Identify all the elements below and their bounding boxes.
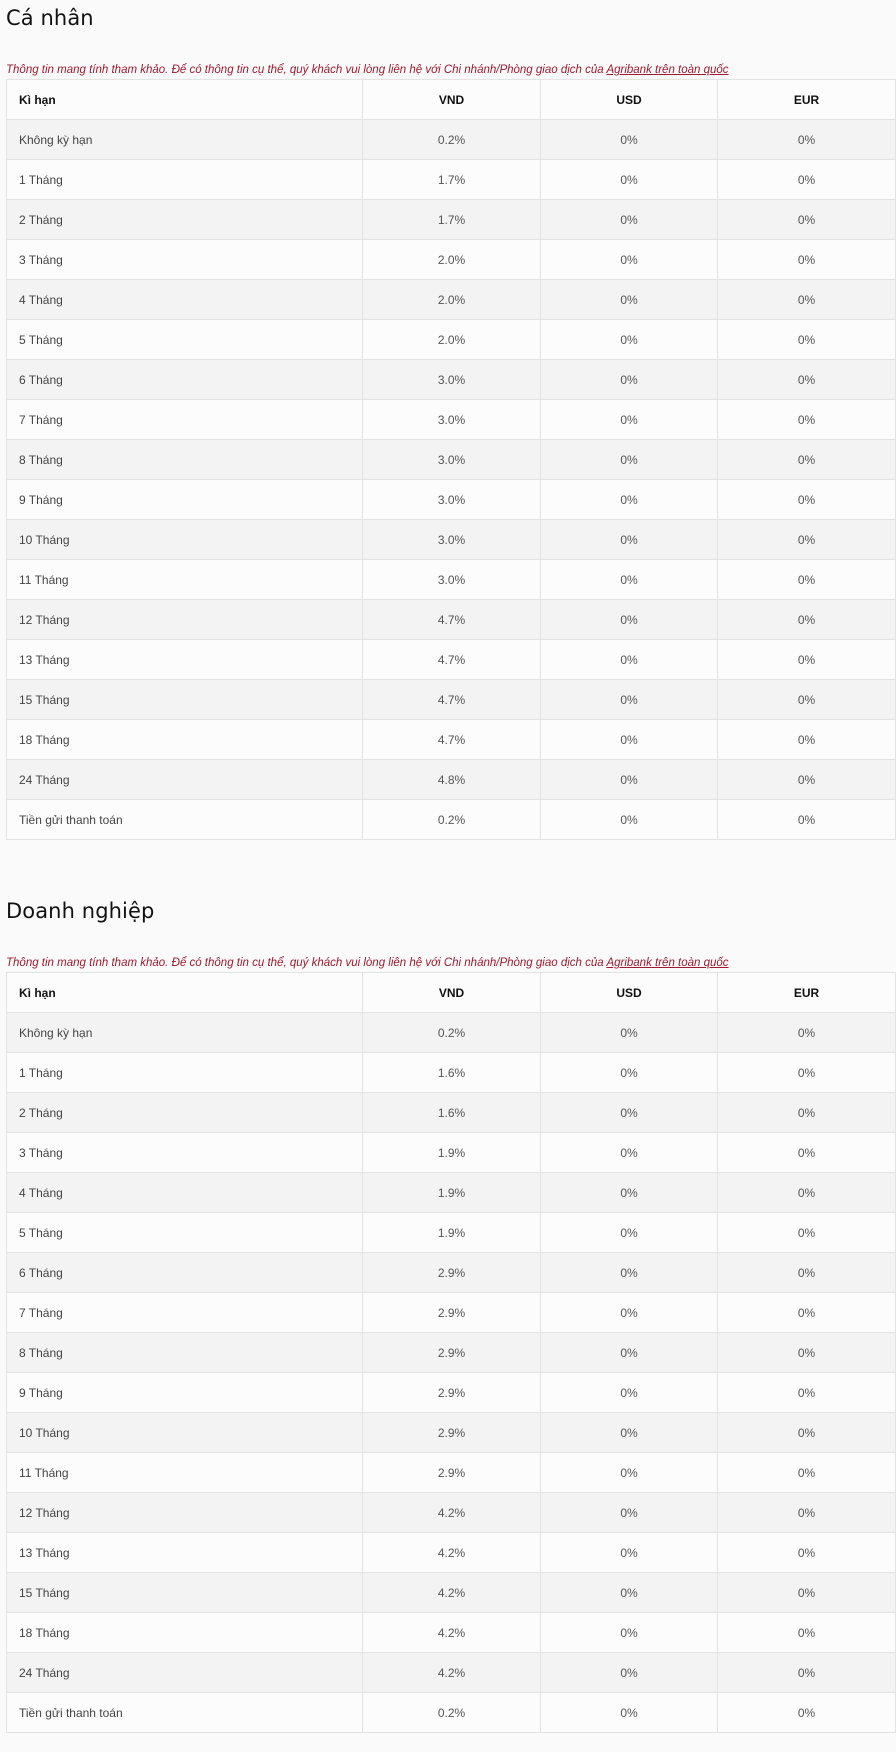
cell-vnd: 2.9% (363, 1293, 541, 1333)
cell-vnd: 2.9% (363, 1453, 541, 1493)
cell-term: 12 Tháng (7, 1493, 363, 1533)
cell-term: 12 Tháng (7, 600, 363, 640)
cell-eur: 0% (718, 1413, 896, 1453)
cell-vnd: 4.2% (363, 1653, 541, 1693)
cell-usd: 0% (541, 360, 718, 400)
cell-usd: 0% (541, 440, 718, 480)
cell-usd: 0% (541, 1253, 718, 1293)
cell-term: 9 Tháng (7, 1373, 363, 1413)
table-row (7, 1213, 896, 1253)
cell-eur: 0% (718, 120, 896, 160)
cell-usd: 0% (541, 240, 718, 280)
cell-vnd: 1.9% (363, 1173, 541, 1213)
table-row (7, 1253, 896, 1293)
cell-usd: 0% (541, 1453, 718, 1493)
section-doanh-nghiep (6, 893, 895, 1733)
table-row (7, 1013, 896, 1053)
cell-vnd: 4.2% (363, 1493, 541, 1533)
cell-usd: 0% (541, 720, 718, 760)
cell-usd: 0% (541, 400, 718, 440)
table-row (7, 1693, 896, 1733)
cell-vnd: 1.6% (363, 1053, 541, 1093)
cell-usd: 0% (541, 1493, 718, 1533)
cell-term: 8 Tháng (7, 1333, 363, 1373)
table-row (7, 1573, 896, 1613)
agribank-link[interactable]: Agribank trên toàn quốc (606, 64, 729, 76)
cell-vnd: 1.7% (363, 200, 541, 240)
cell-usd: 0% (541, 640, 718, 680)
cell-term: 6 Tháng (7, 360, 363, 400)
cell-usd: 0% (541, 1293, 718, 1333)
cell-vnd: 3.0% (363, 400, 541, 440)
cell-eur: 0% (718, 1373, 896, 1413)
cell-term: 18 Tháng (7, 720, 363, 760)
cell-eur: 0% (718, 160, 896, 200)
cell-vnd: 3.0% (363, 520, 541, 560)
table-row (7, 1653, 896, 1693)
cell-usd: 0% (541, 280, 718, 320)
cell-eur: 0% (718, 1013, 896, 1053)
table-row (7, 720, 896, 760)
cell-term: 6 Tháng (7, 1253, 363, 1293)
cell-eur: 0% (718, 1533, 896, 1573)
cell-term: 15 Tháng (7, 680, 363, 720)
cell-eur: 0% (718, 800, 896, 840)
cell-vnd: 4.8% (363, 760, 541, 800)
cell-vnd: 2.0% (363, 320, 541, 360)
cell-term: 9 Tháng (7, 480, 363, 520)
cell-usd: 0% (541, 320, 718, 360)
cell-vnd: 3.0% (363, 560, 541, 600)
cell-vnd: 4.2% (363, 1533, 541, 1573)
cell-term: 13 Tháng (7, 640, 363, 680)
cell-vnd: 1.9% (363, 1133, 541, 1173)
cell-vnd: 4.7% (363, 720, 541, 760)
rates-table (6, 79, 896, 840)
cell-usd: 0% (541, 1373, 718, 1413)
cell-eur: 0% (718, 600, 896, 640)
cell-vnd: 3.0% (363, 480, 541, 520)
cell-usd: 0% (541, 200, 718, 240)
cell-eur: 0% (718, 360, 896, 400)
cell-eur: 0% (718, 1093, 896, 1133)
cell-usd: 0% (541, 1573, 718, 1613)
cell-term: Tiền gửi thanh toán (7, 800, 363, 840)
table-row (7, 1533, 896, 1573)
cell-term: Không kỳ hạn (7, 120, 363, 160)
table-row (7, 160, 896, 200)
cell-eur: 0% (718, 200, 896, 240)
cell-eur: 0% (718, 1613, 896, 1653)
table-row (7, 1493, 896, 1533)
cell-eur: 0% (718, 280, 896, 320)
notice-label: Thông tin mang tính tham khảo. Để có thông tin cụ thể, quý khách vui lòng liên hệ với Chi nhánh/Phòng giao dịch của (6, 957, 607, 969)
notice-text (6, 954, 895, 972)
cell-usd: 0% (541, 1133, 718, 1173)
cell-term: 4 Tháng (7, 1173, 363, 1213)
table-body (7, 120, 896, 840)
cell-eur: 0% (718, 680, 896, 720)
table-row (7, 360, 896, 400)
cell-eur: 0% (718, 1653, 896, 1693)
cell-eur: 0% (718, 400, 896, 440)
cell-term: 7 Tháng (7, 400, 363, 440)
table-body (7, 1013, 896, 1733)
table-row (7, 760, 896, 800)
cell-vnd: 1.9% (363, 1213, 541, 1253)
table-row (7, 480, 896, 520)
cell-usd: 0% (541, 680, 718, 720)
cell-term: 3 Tháng (7, 240, 363, 280)
table-row (7, 1373, 896, 1413)
cell-usd: 0% (541, 1653, 718, 1693)
cell-term: 11 Tháng (7, 560, 363, 600)
table-row (7, 240, 896, 280)
header-term: Kì hạn (7, 80, 363, 120)
header-vnd: VND (363, 973, 541, 1013)
cell-term: 7 Tháng (7, 1293, 363, 1333)
rates-table (6, 972, 896, 1733)
cell-eur: 0% (718, 560, 896, 600)
cell-term: 11 Tháng (7, 1453, 363, 1493)
table-row (7, 400, 896, 440)
cell-usd: 0% (541, 1013, 718, 1053)
table-row (7, 520, 896, 560)
section-ca-nhan (6, 0, 895, 840)
cell-vnd: 4.2% (363, 1573, 541, 1613)
cell-usd: 0% (541, 1333, 718, 1373)
table-row (7, 680, 896, 720)
cell-usd: 0% (541, 560, 718, 600)
table-row (7, 1133, 896, 1173)
table-header-row (7, 973, 896, 1013)
cell-usd: 0% (541, 760, 718, 800)
agribank-link[interactable]: Agribank trên toàn quốc (606, 957, 729, 969)
cell-eur: 0% (718, 1293, 896, 1333)
cell-usd: 0% (541, 600, 718, 640)
cell-vnd: 2.9% (363, 1253, 541, 1293)
table-row (7, 1613, 896, 1653)
table-row (7, 640, 896, 680)
header-term: Kì hạn (7, 973, 363, 1013)
table-row (7, 1053, 896, 1093)
cell-term: 4 Tháng (7, 280, 363, 320)
table-row (7, 280, 896, 320)
cell-vnd: 1.7% (363, 160, 541, 200)
table-row (7, 1413, 896, 1453)
cell-vnd: 0.2% (363, 1693, 541, 1733)
table-row (7, 200, 896, 240)
cell-vnd: 2.9% (363, 1333, 541, 1373)
cell-eur: 0% (718, 1693, 896, 1733)
cell-eur: 0% (718, 240, 896, 280)
table-row (7, 1173, 896, 1213)
table-row (7, 1453, 896, 1493)
cell-usd: 0% (541, 800, 718, 840)
cell-eur: 0% (718, 1213, 896, 1253)
cell-usd: 0% (541, 120, 718, 160)
cell-eur: 0% (718, 1333, 896, 1373)
cell-eur: 0% (718, 640, 896, 680)
cell-term: 10 Tháng (7, 1413, 363, 1453)
header-vnd: VND (363, 80, 541, 120)
cell-eur: 0% (718, 1133, 896, 1173)
cell-term: 5 Tháng (7, 1213, 363, 1253)
cell-vnd: 2.0% (363, 240, 541, 280)
cell-term: Tiền gửi thanh toán (7, 1693, 363, 1733)
cell-vnd: 3.0% (363, 360, 541, 400)
cell-eur: 0% (718, 1253, 896, 1293)
table-row (7, 1333, 896, 1373)
cell-eur: 0% (718, 1173, 896, 1213)
cell-eur: 0% (718, 760, 896, 800)
cell-term: Không kỳ hạn (7, 1013, 363, 1053)
cell-vnd: 2.0% (363, 280, 541, 320)
cell-term: 5 Tháng (7, 320, 363, 360)
notice-text (6, 61, 895, 79)
notice-label: Thông tin mang tính tham khảo. Để có thông tin cụ thể, quý khách vui lòng liên hệ với Chi nhánh/Phòng giao dịch của (6, 64, 607, 76)
cell-usd: 0% (541, 520, 718, 560)
cell-vnd: 3.0% (363, 440, 541, 480)
cell-term: 15 Tháng (7, 1573, 363, 1613)
header-eur: EUR (718, 80, 896, 120)
table-row (7, 440, 896, 480)
cell-eur: 0% (718, 480, 896, 520)
cell-term: 1 Tháng (7, 160, 363, 200)
table-row (7, 120, 896, 160)
cell-eur: 0% (718, 720, 896, 760)
table-row (7, 1293, 896, 1333)
cell-usd: 0% (541, 1053, 718, 1093)
cell-vnd: 1.6% (363, 1093, 541, 1133)
table-header-row (7, 80, 896, 120)
header-eur: EUR (718, 973, 896, 1013)
cell-term: 24 Tháng (7, 760, 363, 800)
cell-usd: 0% (541, 1413, 718, 1453)
cell-eur: 0% (718, 520, 896, 560)
cell-eur: 0% (718, 320, 896, 360)
cell-vnd: 2.9% (363, 1373, 541, 1413)
table-row (7, 560, 896, 600)
cell-usd: 0% (541, 1213, 718, 1253)
cell-vnd: 4.2% (363, 1613, 541, 1653)
cell-term: 10 Tháng (7, 520, 363, 560)
cell-term: 13 Tháng (7, 1533, 363, 1573)
cell-vnd: 4.7% (363, 640, 541, 680)
cell-usd: 0% (541, 1613, 718, 1653)
section-title: Cá nhân (6, 6, 94, 30)
cell-term: 24 Tháng (7, 1653, 363, 1693)
cell-term: 3 Tháng (7, 1133, 363, 1173)
cell-usd: 0% (541, 1693, 718, 1733)
cell-usd: 0% (541, 160, 718, 200)
cell-vnd: 0.2% (363, 800, 541, 840)
header-usd: USD (541, 80, 718, 120)
cell-vnd: 2.9% (363, 1413, 541, 1453)
table-row (7, 320, 896, 360)
table-row (7, 1093, 896, 1133)
cell-term: 8 Tháng (7, 440, 363, 480)
section-title: Doanh nghiệp (6, 899, 155, 923)
cell-eur: 0% (718, 440, 896, 480)
header-usd: USD (541, 973, 718, 1013)
cell-eur: 0% (718, 1453, 896, 1493)
cell-eur: 0% (718, 1573, 896, 1613)
cell-eur: 0% (718, 1493, 896, 1533)
cell-vnd: 4.7% (363, 600, 541, 640)
cell-eur: 0% (718, 1053, 896, 1093)
table-row (7, 600, 896, 640)
cell-vnd: 4.7% (363, 680, 541, 720)
cell-usd: 0% (541, 1173, 718, 1213)
table-row (7, 800, 896, 840)
cell-term: 1 Tháng (7, 1053, 363, 1093)
cell-usd: 0% (541, 1533, 718, 1573)
cell-usd: 0% (541, 480, 718, 520)
cell-vnd: 0.2% (363, 1013, 541, 1053)
cell-vnd: 0.2% (363, 120, 541, 160)
cell-term: 2 Tháng (7, 1093, 363, 1133)
cell-usd: 0% (541, 1093, 718, 1133)
cell-term: 2 Tháng (7, 200, 363, 240)
cell-term: 18 Tháng (7, 1613, 363, 1653)
